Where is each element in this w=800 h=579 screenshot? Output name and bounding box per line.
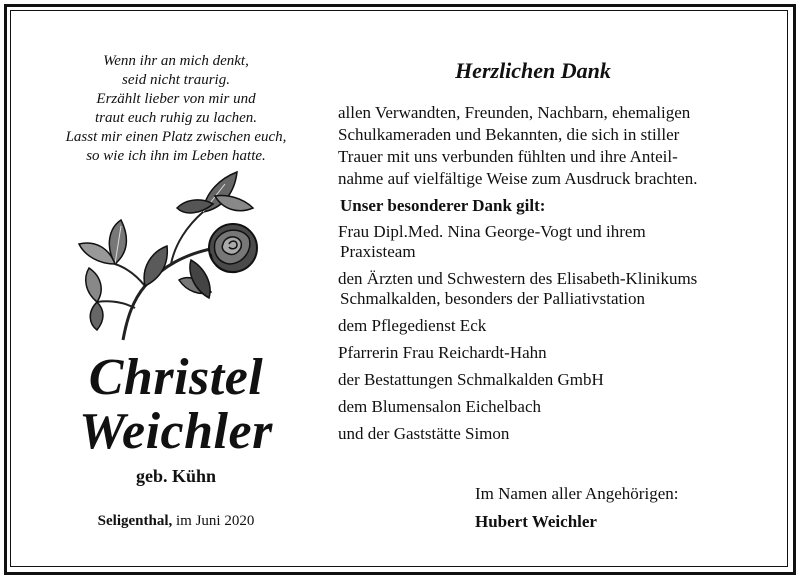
thanks-body (338, 102, 768, 190)
signer-name: Hubert Weichler (475, 512, 597, 531)
recipient-line: und der Gaststätte Simon (338, 424, 510, 443)
list-item (338, 269, 768, 309)
list-item (338, 370, 768, 390)
poem-line: Wenn ihr an mich denkt, (103, 53, 249, 69)
special-thanks-heading: Unser besonderer Dank gilt: (340, 196, 546, 215)
list-item (338, 316, 768, 336)
place-date (40, 513, 312, 530)
recipient-line: Frau Dipl.Med. Nina George-Vogt und ihrem (338, 222, 646, 241)
poem-line: traut euch ruhig zu lachen. (94, 110, 258, 126)
recipient-line: Pfarrerin Frau Reichardt-Hahn (338, 343, 547, 362)
deceased-last-name: Weichler (79, 403, 273, 460)
special-thanks-list (338, 222, 768, 451)
thanks-line: allen Verwandten, Freunden, Nachbarn, ehemaligen (338, 103, 691, 122)
list-item (338, 397, 768, 417)
deceased-first-name: Christel (88, 349, 264, 406)
birth-name: geb. Kühn (135, 466, 217, 486)
memorial-poem (40, 52, 312, 166)
recipient-line: dem Pflegedienst Eck (338, 316, 487, 335)
recipient-line: der Bestattungen Schmalkalden GmbH (338, 370, 604, 389)
recipient-line: den Ärzten und Schwestern des Elisabeth-Klinikums (338, 269, 698, 288)
poem-line: Erzählt lieber von mir und (96, 91, 256, 107)
list-item (338, 424, 768, 444)
list-item (338, 222, 768, 262)
poem-line: so wie ich ihn im Leben hatte. (86, 148, 266, 164)
poem-line: Lasst mir einen Platz zwischen euch, (65, 129, 287, 145)
recipient-line: Praxisteam (340, 242, 416, 261)
thanks-line: nahme auf vielfältige Weise zum Ausdruck brachten. (338, 169, 698, 188)
rose-illustration (75, 168, 260, 346)
list-item (338, 343, 768, 363)
recipient-line: dem Blumensalon Eichelbach (338, 397, 541, 416)
closing-text: Im Namen aller Angehörigen: (475, 484, 679, 503)
thanks-line: Schulkameraden und Bekannten, die sich in stiller (338, 125, 680, 144)
poem-line: seid nicht traurig. (122, 72, 230, 88)
thanks-line: Trauer mit uns verbunden fühlten und ihre Anteil- (338, 147, 678, 166)
place: Seligenthal, (97, 513, 173, 529)
thanks-title: Herzlichen Dank (455, 58, 611, 83)
recipient-line: Schmalkalden, besonders der Palliativstation (340, 289, 645, 308)
date: im Juni 2020 (176, 513, 255, 529)
